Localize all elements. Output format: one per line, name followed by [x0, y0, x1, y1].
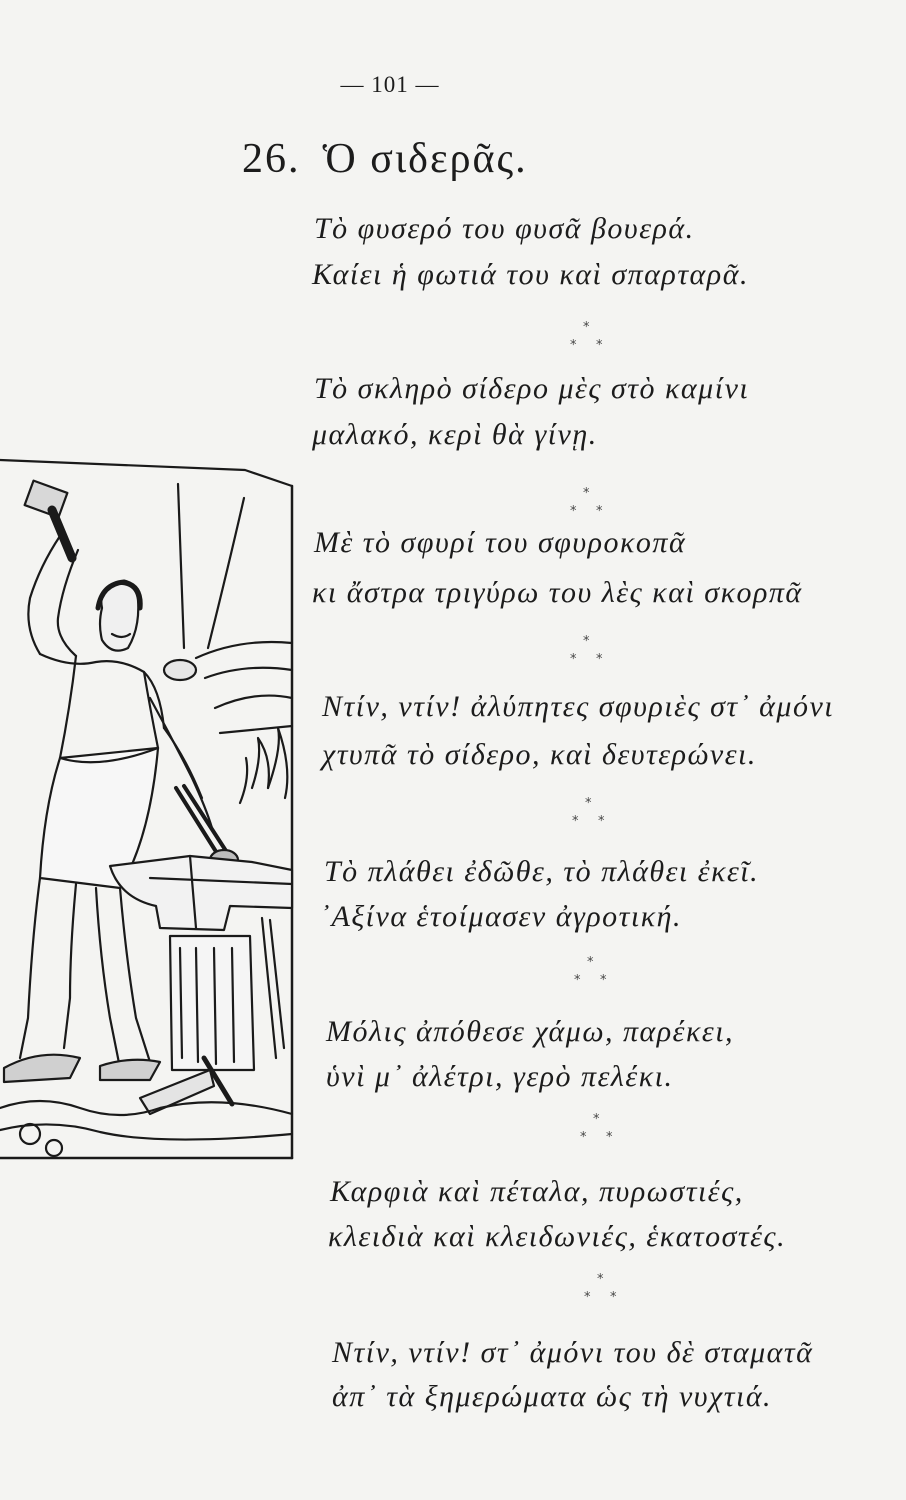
separator-asterisk: * [570, 338, 577, 353]
separator-asterisk: * [587, 955, 594, 970]
stanza-7-line-1: Καρφιὰ καὶ πέταλα, πυρωστιές, [330, 1175, 744, 1208]
page-number: — 101 — [340, 72, 440, 97]
separator-asterisk: * [572, 814, 579, 829]
separator-asterisk: * [570, 652, 577, 667]
stanza-1-line-2: Καίει ἡ φωτιά του καὶ σπαρταρᾶ. [312, 258, 749, 291]
separator-asterisk: * [570, 504, 577, 519]
stanza-8-line-2: ἀπ᾽ τὰ ξημερώματα ὡς τὴ νυχτιά. [332, 1380, 773, 1413]
stanza-6-line-1: Μόλις ἀπόθεσε χάμω, παρέκει, [326, 1015, 735, 1048]
separator-asterisk: * [596, 338, 603, 353]
stanza-4-line-2: χτυπᾶ τὸ σίδερο, καὶ δευτερώνει. [322, 738, 757, 771]
stanza-1-line-1: Τὸ φυσερό του φυσᾶ βουερά. [314, 212, 695, 245]
separator-asterisk: * [583, 320, 590, 335]
stanza-3-line-2: κι ἄστρα τριγύρω του λὲς καὶ σκορπᾶ [312, 576, 803, 609]
separator-asterisk: * [596, 504, 603, 519]
separator-asterisk: * [606, 1130, 613, 1145]
stanza-2-line-2: μαλακό, κερὶ θὰ γίνῃ. [312, 418, 598, 451]
stanza-8-line-1: Ντίν, ντίν! στ᾽ ἀμόνι του δὲ σταματᾶ [332, 1336, 814, 1369]
separator-asterisk: * [574, 973, 581, 988]
separator-asterisk: * [596, 652, 603, 667]
blacksmith-illustration [0, 458, 300, 1170]
stanza-separator [572, 955, 612, 991]
separator-asterisk: * [600, 973, 607, 988]
separator-asterisk: * [585, 796, 592, 811]
stanza-separator [568, 320, 608, 356]
stanza-3-line-1: Μὲ τὸ σφυρί του σφυροκοπᾶ [314, 526, 687, 559]
stanza-7-line-2: κλειδιὰ καὶ κλειδωνιές, ἑκατοστές. [328, 1220, 787, 1253]
stanza-separator [570, 796, 610, 832]
separator-asterisk: * [583, 634, 590, 649]
stanza-5-line-1: Τὸ πλάθει ἐδῶθε, τὸ πλάθει ἐκεῖ. [324, 855, 760, 888]
stanza-5-line-2: ᾿Αξίνα ἑτοίμασεν ἀγροτική. [320, 900, 683, 933]
separator-asterisk: * [610, 1290, 617, 1305]
stanza-separator [578, 1112, 618, 1148]
separator-asterisk: * [597, 1272, 604, 1287]
stanza-2-line-1: Τὸ σκληρὸ σίδερο μὲς στὸ καμίνι [314, 372, 750, 405]
separator-asterisk: * [598, 814, 605, 829]
poem-title-text: Ὁ σιδερᾶς. [322, 136, 528, 182]
poem-title [242, 135, 528, 183]
separator-asterisk: * [593, 1112, 600, 1127]
stanza-6-line-2: ὑνὶ μ᾽ ἀλέτρι, γερὸ πελέκι. [326, 1060, 674, 1093]
separator-asterisk: * [580, 1130, 587, 1145]
stanza-4-line-1: Ντίν, ντίν! ἀλύπητες σφυριὲς στ᾽ ἀμόνι [322, 690, 835, 723]
separator-asterisk: * [584, 1290, 591, 1305]
stanza-separator [582, 1272, 622, 1308]
poem-number: 26. [242, 136, 301, 182]
stanza-separator [568, 634, 608, 670]
stanza-separator [568, 486, 608, 522]
separator-asterisk: * [583, 486, 590, 501]
